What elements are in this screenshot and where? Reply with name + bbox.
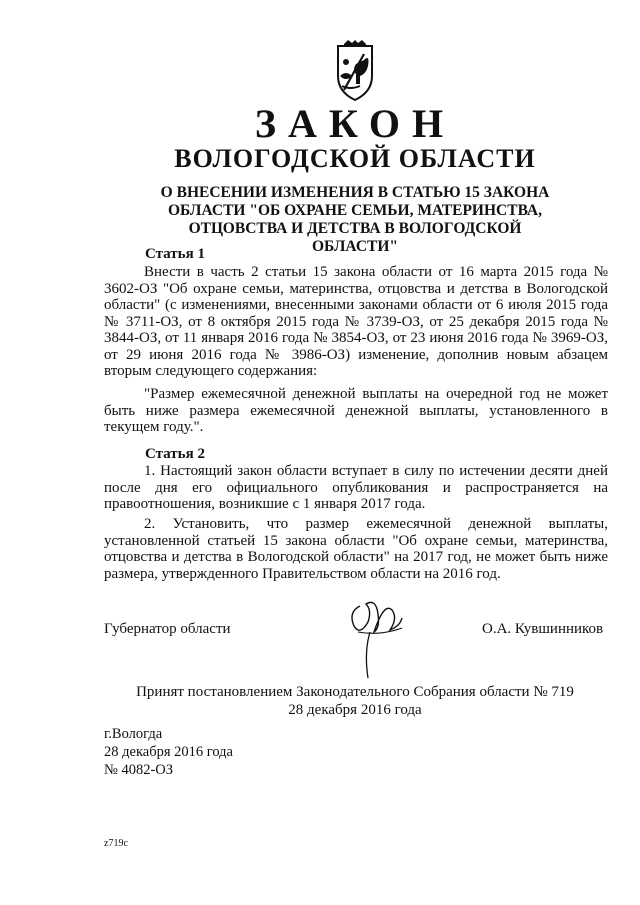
adoption-line: Принят постановлением Законодательного Собрания области № 719 — [136, 684, 574, 700]
article-2-paragraph-2: 2. Установить, что размер ежемесячной денежной выплаты, установленной статьей 15 закона области "Об охране семьи, материнства, отцовства и детства в Вологодской области" на 2017 год, не может быть ниже размера, утвержденного Правительством области на 2016 год. — [104, 516, 608, 582]
place-date-number — [104, 725, 233, 779]
vologda-coat-of-arms-icon — [330, 40, 380, 104]
article-1-paragraph-1: Внести в часть 2 статьи 15 закона области от 16 марта 2015 года № 3602-ОЗ "Об охране семьи, материнства, отцовства и детства в Вологодской области" (с изменениями, внесенными законами области от 6 июля 2015 года № 3711-ОЗ, от 8 октября 2015 года № 3739-ОЗ, от 25 декабря 2015 года № 3844-ОЗ, от 11 января 2016 года № 3854-ОЗ, от 23 июня 2016 года № 3969-ОЗ, от 29 июня 2016 года № 3986-ОЗ) изменение, дополнив новым абзацем вторым следующего содержания: — [104, 264, 608, 379]
article-2-heading: Статья 2 — [145, 446, 205, 462]
subtitle-line: О ВНЕСЕНИИ ИЗМЕНЕНИЯ В СТАТЬЮ 15 ЗАКОНА — [160, 184, 550, 201]
signer-name: О.А. Кувшинников — [482, 621, 604, 637]
article-1-heading: Статья 1 — [145, 246, 205, 262]
subtitle-line: ОТЦОВСТВА И ДЕТСТВА В ВОЛОГОДСКОЙ ОБЛАСТИ" — [188, 220, 522, 255]
law-subtitle — [160, 184, 550, 256]
adoption-date: 28 декабря 2016 года — [288, 702, 422, 718]
region-title: ВОЛОГОДСКОЙ ОБЛАСТИ — [174, 144, 536, 173]
article-1-paragraph-2: "Размер ежемесячной денежной выплаты на очередной год не может быть ниже размера ежемесячной денежной выплаты, установленного в текущем году.". — [104, 386, 608, 435]
document-code: z719c — [104, 838, 128, 849]
law-number: № 4082-ОЗ — [104, 762, 174, 778]
signer-position: Губернатор области — [104, 621, 231, 637]
city: г.Вологда — [104, 726, 163, 742]
signing-date: 28 декабря 2016 года — [104, 744, 233, 760]
article-2-paragraph-1: 1. Настоящий закон области вступает в силу по истечении десяти дней после дня его официального опубликования и распространяется на правоотношения, возникшие с 1 января 2017 года. — [104, 463, 608, 512]
handwritten-signature — [340, 592, 410, 684]
subtitle-line: ОБЛАСТИ "ОБ ОХРАНЕ СЕМЬИ, МАТЕРИНСТВА, — [167, 202, 543, 219]
adoption-note — [100, 683, 610, 719]
law-title: ЗАКОН — [254, 101, 456, 146]
